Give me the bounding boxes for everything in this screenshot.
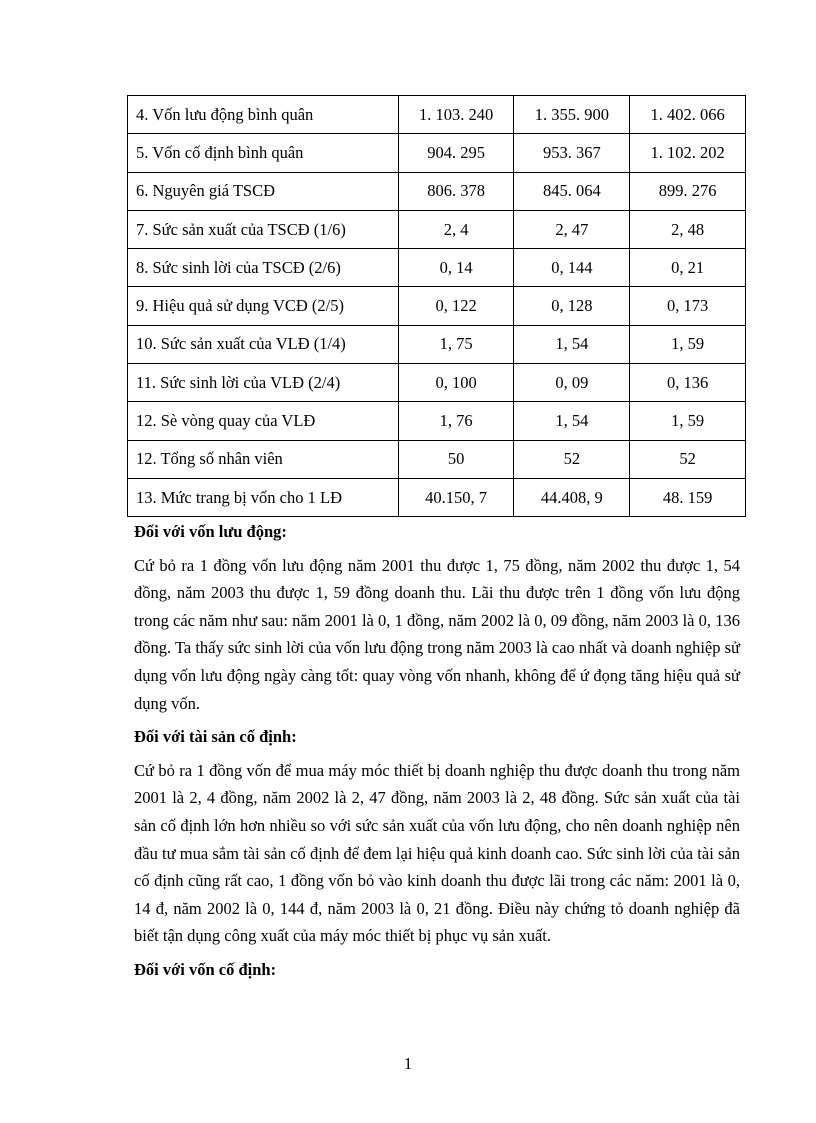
row-label-cell: 4. Vốn lưu động bình quân <box>128 96 399 134</box>
section-heading-fixed-assets: Đối với tài sản cố định: <box>134 727 297 747</box>
row-label-cell: 10. Sức sản xuất của VLĐ (1/4) <box>128 325 399 363</box>
value-2002-cell: 953. 367 <box>514 134 630 172</box>
value-2002-cell: 0, 128 <box>514 287 630 325</box>
row-label-cell: 5. Vốn cố định bình quân <box>128 134 399 172</box>
table-row <box>128 172 746 210</box>
value-2001-cell: 806. 378 <box>398 172 514 210</box>
value-2003-cell: 2, 48 <box>630 210 746 248</box>
row-label-cell: 7. Sức sản xuất của TSCĐ (1/6) <box>128 210 399 248</box>
table-row <box>128 210 746 248</box>
page-number: 1 <box>403 1054 413 1073</box>
value-2002-cell: 52 <box>514 440 630 478</box>
value-2001-cell: 50 <box>398 440 514 478</box>
section-heading-working-capital: Đối với vốn lưu động: <box>134 522 287 541</box>
value-2002-cell: 845. 064 <box>514 172 630 210</box>
value-2003-cell: 48. 159 <box>630 478 746 516</box>
value-2003-cell: 1, 59 <box>630 325 746 363</box>
value-2002-cell: 2, 47 <box>514 210 630 248</box>
row-label-cell: 8. Sức sinh lời của TSCĐ (2/6) <box>128 249 399 287</box>
value-2003-cell: 0, 173 <box>630 287 746 325</box>
value-2002-cell: 1, 54 <box>514 325 630 363</box>
value-2002-cell: 0, 144 <box>514 249 630 287</box>
table-row <box>128 287 746 325</box>
table-row <box>128 364 746 402</box>
value-2002-cell: 1. 355. 900 <box>514 96 630 134</box>
value-2003-cell: 1, 59 <box>630 402 746 440</box>
row-label-cell: 12. Sè vòng quay của VLĐ <box>128 402 399 440</box>
value-2002-cell: 0, 09 <box>514 364 630 402</box>
value-2003-cell: 1. 402. 066 <box>630 96 746 134</box>
value-2001-cell: 904. 295 <box>398 134 514 172</box>
row-label-cell: 11. Sức sinh lời của VLĐ (2/4) <box>128 364 399 402</box>
section-heading-fixed-capital: Đối với vốn cố định: <box>134 959 277 979</box>
section-paragraph-working-capital: Cứ bỏ ra 1 đồng vốn lưu động năm 2001 thu được 1, 75 đồng, năm 2002 thu được 1, 54 đồng, năm 2003 thu được 1, 59 đồng doanh thu. Lãi thu được trên 1 đồng vốn lưu động trong các năm như sau: năm 2001 là 0, 1 đồng, năm 2002 là 0, 09 đồng, năm 2003 là 0, 136 đồng. Ta thấy sức sinh lời của vốn lưu động trong năm 2003 là cao nhất và doanh nghiệp sử dụng vốn lưu động ngày càng tốt: quay vòng vốn nhanh, không để ứ đọng tăng hiệu quả sử dụng vốn. <box>134 555 740 713</box>
table-row <box>128 325 746 363</box>
value-2001-cell: 0, 14 <box>398 249 514 287</box>
row-label-cell: 12. Tổng số nhân viên <box>128 440 399 478</box>
row-label-cell: 9. Hiệu quả sử dụng VCĐ (2/5) <box>128 287 399 325</box>
table-row <box>128 134 746 172</box>
financial-indicators-table <box>127 95 746 517</box>
value-2003-cell: 52 <box>630 440 746 478</box>
value-2001-cell: 40.150, 7 <box>398 478 514 516</box>
section-paragraph-fixed-assets: Cứ bỏ ra 1 đồng vốn để mua máy móc thiết bị doanh nghiệp thu được doanh thu trong năm 2001 là 2, 4 đồng, năm 2002 là 2, 47 đồng, năm 2003 là 2, 48 đồng. Sức sản xuất của tài sản cố định lớn hơn nhiều so với sức sản xuất của vốn lưu động, cho nên doanh nghiệp nên đầu tư mua sắm tài sản cố định để đem lại hiệu quả kinh doanh cao. Sức sinh lời của tài sản cố định cũng rất cao, 1 đồng vốn bỏ vào kinh doanh thu được lãi trong các năm: 2001 là 0, 14 đ, năm 2002 là 0, 144 đ, năm 2003 là 0, 21 đồng. Điều này chứng tỏ doanh nghiệp đã biết tận dụng công xuất của máy móc thiết bị phục vụ sản xuất. <box>134 760 740 946</box>
value-2001-cell: 0, 122 <box>398 287 514 325</box>
value-2003-cell: 0, 136 <box>630 364 746 402</box>
table-body <box>128 96 746 517</box>
value-2002-cell: 1, 54 <box>514 402 630 440</box>
row-label-cell: 6. Nguyên giá TSCĐ <box>128 172 399 210</box>
value-2003-cell: 899. 276 <box>630 172 746 210</box>
row-label-cell: 13. Mức trang bị vốn cho 1 LĐ <box>128 478 399 516</box>
value-2001-cell: 1, 76 <box>398 402 514 440</box>
table-row <box>128 440 746 478</box>
table-row <box>128 402 746 440</box>
value-2003-cell: 0, 21 <box>630 249 746 287</box>
value-2002-cell: 44.408, 9 <box>514 478 630 516</box>
table-row <box>128 96 746 134</box>
value-2001-cell: 2, 4 <box>398 210 514 248</box>
table-row <box>128 249 746 287</box>
text-body <box>134 518 740 990</box>
value-2003-cell: 1. 102. 202 <box>630 134 746 172</box>
value-2001-cell: 1, 75 <box>398 325 514 363</box>
value-2001-cell: 0, 100 <box>398 364 514 402</box>
table-row <box>128 478 746 516</box>
value-2001-cell: 1. 103. 240 <box>398 96 514 134</box>
